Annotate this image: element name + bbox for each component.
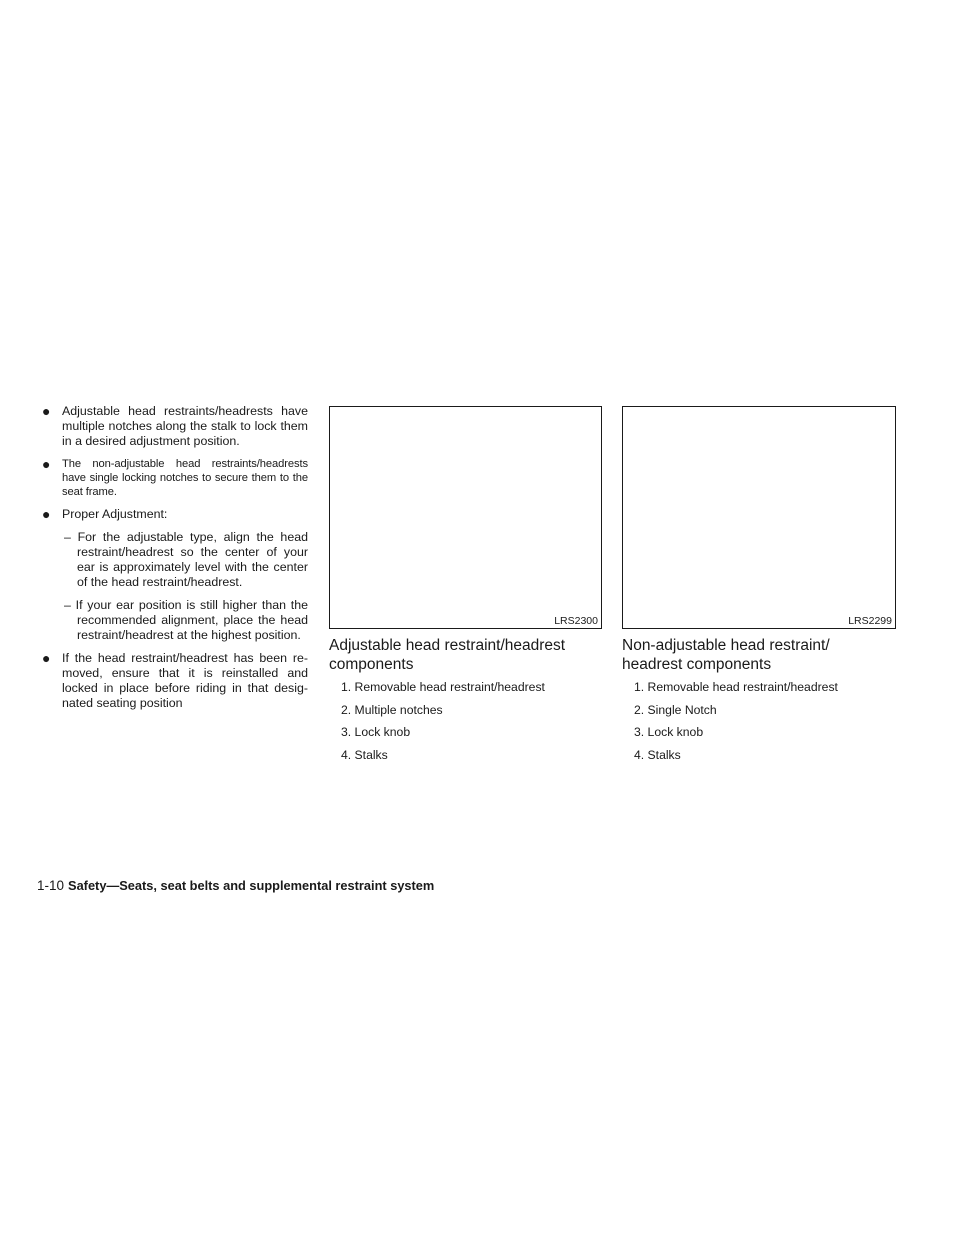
list-item: 3. Lock knob bbox=[341, 725, 411, 739]
figure-label: LRS2300 bbox=[554, 615, 598, 627]
bullet-text: The non-adjustable head restraints/headrests have single locking notches to secure them to the seat frame. bbox=[62, 458, 308, 498]
bullet-text: Adjustable head restraints/headrests have multiple notches along the stalk to lock them in a desired adjustment position. bbox=[62, 404, 308, 448]
page-footer bbox=[37, 878, 434, 893]
dash-item-adjustable-type: – For the adjustable type, align the head restraint/headrest so the center of your ear is approximately level with the center of the head restraint/headrest. bbox=[64, 530, 308, 589]
list-item: 1. Removable head restraint/headrest bbox=[634, 680, 838, 694]
list-item: 2. Single Notch bbox=[634, 702, 717, 717]
section-title: Safety—Seats, seat belts and supplemental restraint system bbox=[68, 878, 435, 893]
bullet-dot: ● bbox=[42, 403, 51, 419]
figure-title-line: headrest components bbox=[622, 656, 772, 673]
left-column bbox=[38, 404, 308, 719]
figure-title-line: Adjustable head restraint/headrest bbox=[329, 637, 566, 654]
bullet-non-adjustable bbox=[38, 457, 308, 499]
list-item: 4. Stalks bbox=[634, 747, 681, 762]
figure-non-adjustable-component-list bbox=[634, 680, 894, 770]
dash-item-ear-higher: – If your ear position is still higher than the recommended alignment, place the head restraint/headrest at the highest position. bbox=[64, 598, 308, 642]
figure-non-adjustable-title bbox=[622, 636, 912, 674]
figure-title-line: components bbox=[329, 656, 414, 673]
figure-label: LRS2299 bbox=[848, 615, 892, 627]
bullet-dot: ● bbox=[42, 456, 51, 472]
list-item: 4. Stalks bbox=[341, 747, 388, 762]
bullet-text: Proper Adjustment: bbox=[62, 507, 168, 521]
bullet-reinstall bbox=[38, 651, 308, 711]
bullet-text: If the head restraint/headrest has been re-moved, ensure that it is reinstalled and locked in place before riding in that desig-nated seating position bbox=[62, 651, 308, 710]
bullet-adjustable-notches bbox=[38, 404, 308, 449]
figure-title-line: Non-adjustable head restraint/ bbox=[622, 637, 830, 654]
figure-non-adjustable-headrest bbox=[622, 406, 896, 629]
figure-adjustable-title bbox=[329, 636, 609, 674]
bullet-dot: ● bbox=[42, 506, 51, 522]
list-item: 3. Lock knob bbox=[634, 725, 704, 739]
page-number: 1-10 bbox=[37, 878, 65, 893]
bullet-dot: ● bbox=[42, 650, 51, 666]
figure-adjustable-component-list bbox=[341, 680, 601, 770]
figure-adjustable-headrest bbox=[329, 406, 602, 629]
list-item: 2. Multiple notches bbox=[341, 702, 443, 717]
list-item: 1. Removable head restraint/headrest bbox=[341, 680, 545, 694]
bullet-proper-adjustment bbox=[38, 507, 308, 522]
